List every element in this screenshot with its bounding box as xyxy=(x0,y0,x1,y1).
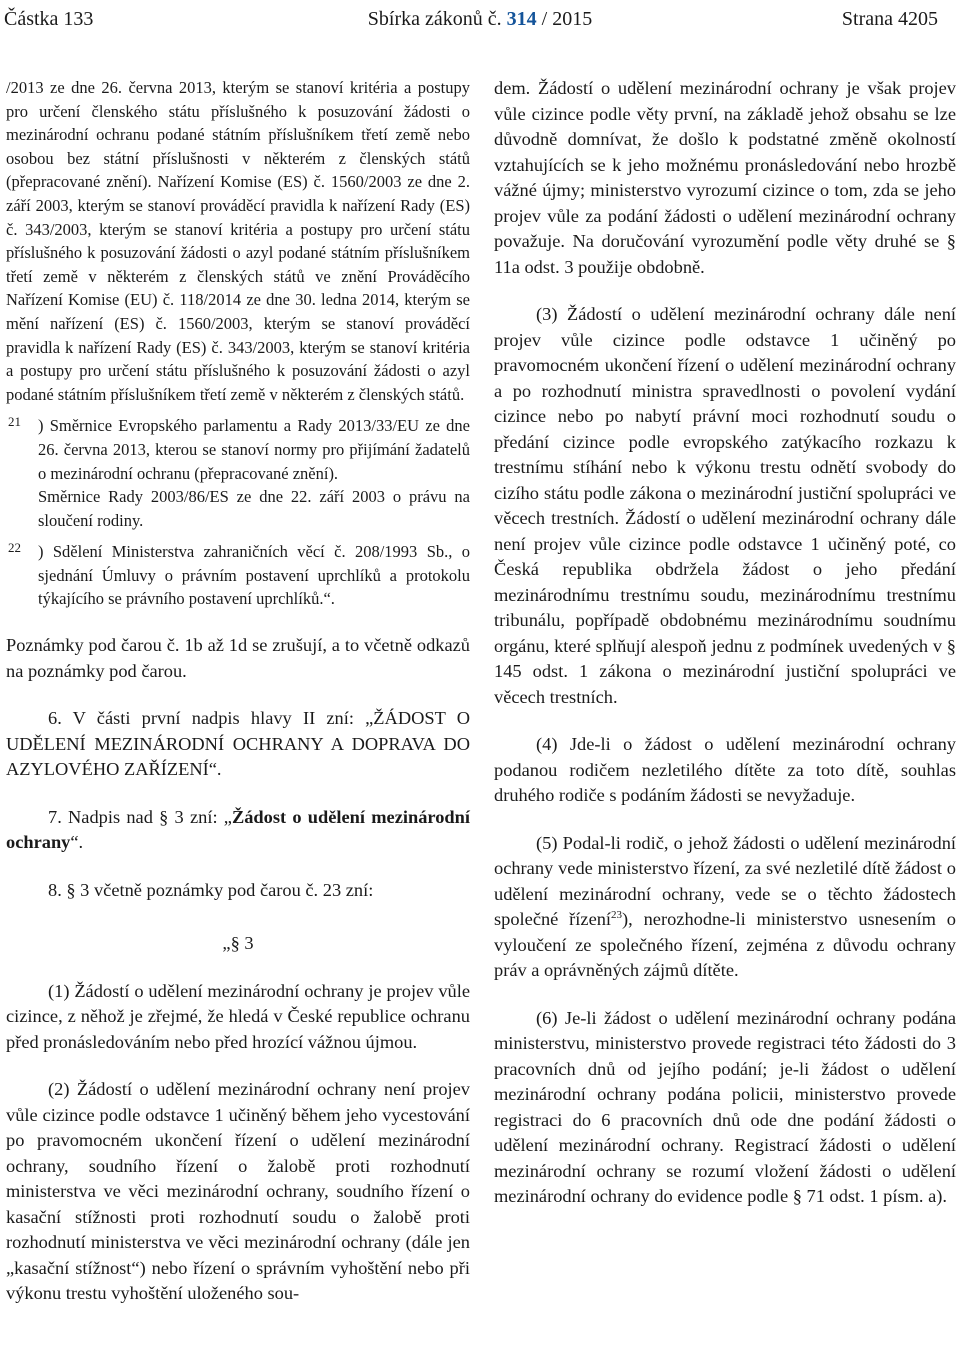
paragraph-2: (2) Žádostí o udělení mezinárodní ochrany není projev vůle cizince podle odstavce 1 učiněný během jeho vycestování po pravomocném ukončení řízení o udělení mezinárodní ochrany, soudního řízení o žalobě proti rozhodnutí ministerstva ve věci mezinárodní ochrany, soudního řízení o kasační stížnosti proti rozhodnutí soudu o žalobě proti rozhodnutí ministerstva ve věci mezinárodní ochrany (dále jen „kasační stížnost“) nebo řízení o správním vyhoštění nebo při výkonu trestu vyhoštění uloženého sou- xyxy=(6,1079,470,1304)
amendment-item-6: 6. V části první nadpis hlavy II zní: „ŽÁDOST O UDĚLENÍ MEZINÁRODNÍ OCHRANY A DOPRAVA DO AZYLOVÉHO ZAŘÍZENÍ“. xyxy=(6,708,470,780)
paragraph-5-text-a: (5) Podal-li rodič, o jehož žádosti o udělení mezinárodní ochrany vede ministerstvo řízení, za své nezletilé dítě žádost o udělení mezinárodní ochrany, vede se o těchto žádostech společné řízení xyxy=(494,832,956,929)
paragraph-3: (3) Žádostí o udělení mezinárodní ochrany dále není projev vůle cizince podle odstavce 1 učiněný po pravomocném ukončení řízení o udělení mezinárodní ochrany a po rozhodnutí ministra spravedlnosti o povolení vydání cizince nebo po nabytí právní moci rozhodnutí soudu o předání cizince podle evropského zatýkacího rozkazu k trestnímu stíhání nebo k výkonu trestu odnětí svobody do cizího státu podle zákona o mezinárodní justiční spolupráci ve věcech trestních. Žádostí o udělení mezinárodní ochrany dále není projev vůle cizince podle odstavce 1 učiněný poté, co Česká republika obdržela žádost o jeho předání mezinárodnímu trestnímu soudu, mezinárodnímu trestnímu tribunálu, popřípadě obdobnému mezinárodnímu soudnímu orgánu, které splňují alespoň jednu z podmínek uvedených v § 145 odst. 1 zákona o mezinárodní justiční spolupráci ve věcech trestních. xyxy=(494,304,956,707)
paragraph-1: (1) Žádostí o udělení mezinárodní ochrany je projev vůle cizince, z něhož je zřejmé, že hledá v České republice ochranu před pronásledováním nebo před hrozící vážnou újmou. xyxy=(6,980,470,1052)
footnote-22-number: 22 xyxy=(8,540,21,556)
paragraph-5 xyxy=(494,831,956,984)
part-number: Částka 133 xyxy=(4,8,94,30)
item-7-heading: Žádost o udělení mezinárodní ochrany xyxy=(6,806,470,853)
footnote-21 xyxy=(6,414,470,532)
paragraph-2-continuation: dem. Žádostí o udělení mezinárodní ochrany je však projev vůle cizince podle věty první, na základě jehož obsahu se lze důvodně domnívat, že došlo k podstatné změně okolností vztahujících se k jeho možnému pronásledování nebo hrozbě vážné újmy; ministerstvo vyrozumí cizince o tom, zda se jeho projev vůle za podání žádosti o udělení mezinárodní ochrany považuje. Na doručování vyrozumění podle věty druhé se § 11a odst. 3 použije obdobně. xyxy=(494,78,956,277)
right-column xyxy=(494,76,956,1210)
issue-year: / 2015 xyxy=(541,8,593,30)
item-7-lead: 7. Nadpis nad § 3 zní: „ xyxy=(48,806,232,827)
amendment-item-8: 8. § 3 včetně poznámky pod čarou č. 23 zní: xyxy=(48,879,374,900)
section-heading: „§ 3 xyxy=(222,933,254,954)
amendment-item-7 xyxy=(6,805,470,856)
collection-reference xyxy=(0,4,960,34)
paragraph-4: (4) Jde-li o žádost o udělení mezinárodní ochrany podanou rodičem nezletilého dítěte za toto dítě, souhlas druhého rodiče s podáním žádosti se nevyžaduje. xyxy=(494,734,956,805)
left-column xyxy=(6,76,470,1307)
footnote-22-text: ) Sdělení Ministerstva zahraničních věcí č. 208/1993 Sb., o sjednání Úmluvy o právním postavení uprchlíků a protokolu týkajícího se právního postavení uprchlíků.“. xyxy=(38,542,470,609)
footnote-21-number: 21 xyxy=(8,414,21,430)
paragraph-5-text-b: ), nerozhodne-li ministerstvo usnesením o vyloučení ze společného řízení, zejména z důvodu ochrany práv a oprávněných zájmů dítěte. xyxy=(494,909,956,980)
issue-number: 314 xyxy=(506,8,537,30)
footnote-22 xyxy=(6,540,470,611)
item-7-close: “. xyxy=(70,832,84,853)
footnotes-removed-note: Poznámky pod čarou č. 1b až 1d se zrušují, a to včetně odkazů na poznámky pod čarou. xyxy=(6,635,470,681)
page-header xyxy=(0,4,960,34)
paragraph-6: (6) Je-li žádost o udělení mezinárodní ochrany podána ministerstvu, ministerstvo provede registraci této žádosti do 3 pracovních dnů od jejího podání; je-li žádost o udělení mezinárodní ochrany podána policii, ministerstvo provede registraci do 6 pracovních dnů ode dne podání žádosti o udělení mezinárodní ochrany. Registrací žádosti o udělení mezinárodní ochrany se rozumí vložení žádosti o udělení mezinárodní ochrany do evidence podle § 71 odst. 1 písm. a). xyxy=(494,1007,956,1206)
footnote-21-text-a: ) Směrnice Evropského parlamentu a Rady 2013/33/EU ze dne 26. června 2013, kterou se stanoví normy pro přijímání žadatelů o mezinárodní ochranu (přepracované znění). xyxy=(38,416,470,483)
page-number: Strana 4205 xyxy=(841,8,938,30)
collection-label: Sbírka zákonů č. xyxy=(367,8,502,30)
footnote-continuation: /2013 ze dne 26. června 2013, kterým se stanoví kritéria a postupy pro určení členského státu příslušného k posuzování žádosti o mezinárodní ochranu podané státním příslušníkem třetí země nebo osobou bez státní příslušnosti v některém z členských států (přepracované znění). Nařízení Komise (ES) č. 1560/2003 ze dne 2. září 2003, kterým se stanoví prováděcí pravidla k nařízení Rady (ES) č. 343/2003, kterým se stanoví kritéria a postupy pro určení státu příslušného k posuzování žádosti o azyl podané státním příslušníkem třetí země v některém z členských států ve znění Prováděcího Nařízení Komise (EU) č. 118/2014 ze dne 30. ledna 2014, kterým se mění nařízení (ES) č. 1560/2003, kterým se stanoví prováděcí pravidla k nařízení Rady (ES) č. 343/2003, kterým se stanoví kritéria a postupy pro určení státu příslušného k posuzování žádosti o azyl podané státním příslušníkem třetí země v některém z členských států. xyxy=(6,78,470,404)
footnote-23-ref: 23 xyxy=(611,908,623,921)
footnote-21-text-b: Směrnice Rady 2003/86/ES ze dne 22. září 2003 o právu na sloučení rodiny. xyxy=(38,487,470,530)
